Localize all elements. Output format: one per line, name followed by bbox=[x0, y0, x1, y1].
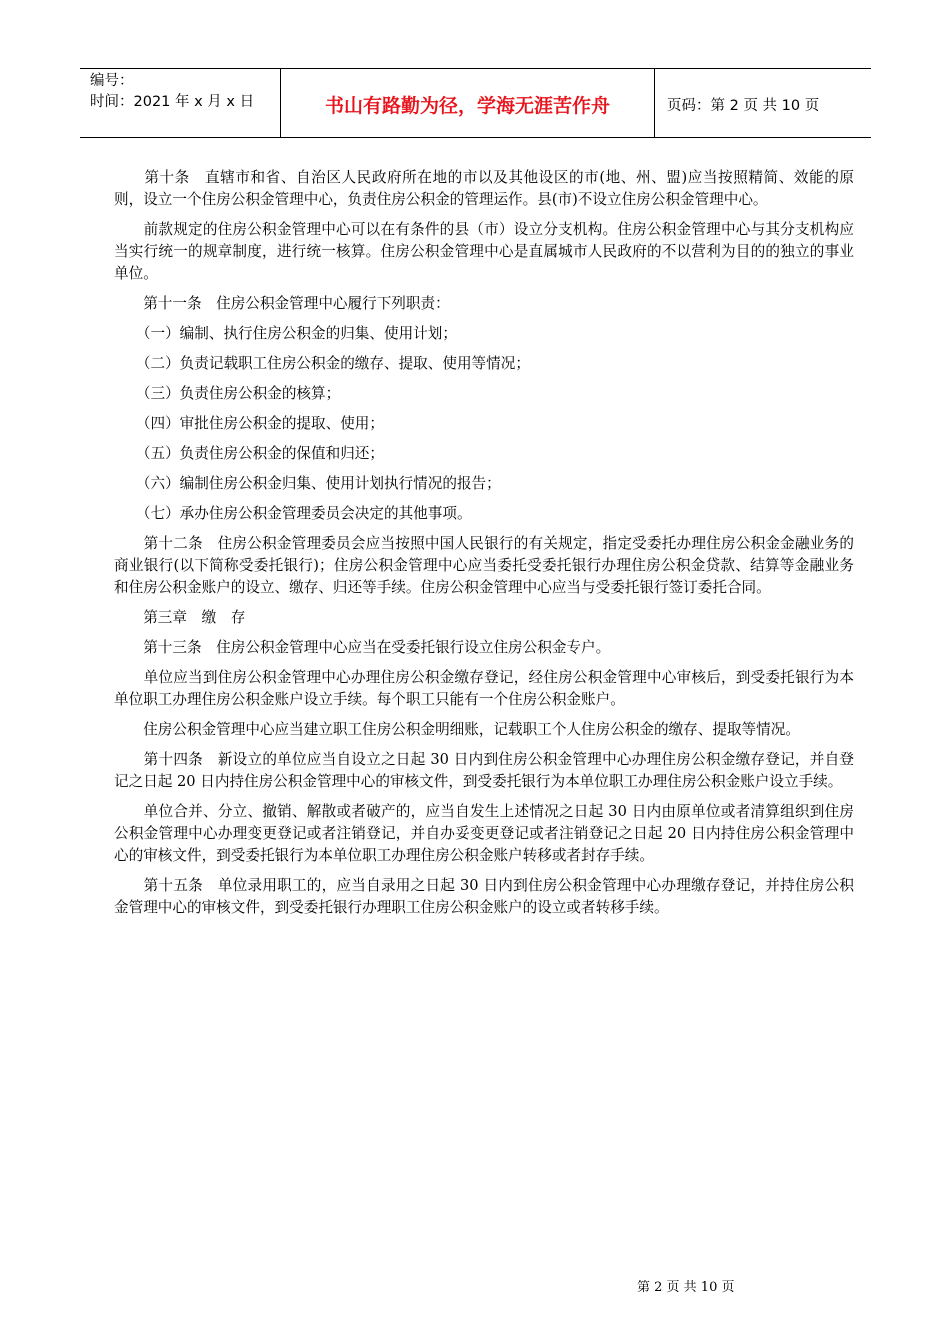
paragraph-article-13-2: 单位应当到住房公积金管理中心办理住房公积金缴存登记，经住房公积金管理中心审核后，到受委托银行为本单位职工办理住房公积金账户设立手续。每个职工只能有一个住房公积金账户。 bbox=[114, 669, 854, 708]
document-date: 时间：2021 年 x 月 x 日 bbox=[90, 94, 255, 110]
paragraph-article-10-2: 前款规定的住房公积金管理中心可以在有条件的县（市）设立分支机构。住房公积金管理中心与其分支机构应当实行统一的规章制度，进行统一核算。住房公积金管理中心是直属城市人民政府的不以营利为目的的独立的事业单位。 bbox=[114, 221, 854, 282]
paragraph-article-10: 第十条 直辖市和省、自治区人民政府所在地的市以及其他设区的市(地、州、盟)应当按照精简、效能的原则，设立一个住房公积金管理中心，负责住房公积金的管理运作。县(市)不设立住房公积金管理中心。 bbox=[114, 169, 854, 208]
header-motto: 书山有路勤为径，学海无涯苦作舟 bbox=[281, 69, 655, 137]
document-number-label: 编号： bbox=[90, 73, 134, 89]
paragraph-article-15: 第十五条 单位录用职工的，应当自录用之日起 30 日内到住房公积金管理中心办理缴存登记，并持住房公积金管理中心的审核文件，到受委托银行办理职工住房公积金账户的设立或者转移手续。 bbox=[114, 877, 854, 916]
list-item-duty-5: （五）负责住房公积金的保值和归还； bbox=[114, 445, 384, 462]
header-meta bbox=[80, 69, 281, 137]
list-item-duty-6: （六）编制住房公积金归集、使用计划执行情况的报告； bbox=[114, 475, 501, 492]
paragraph-article-13-3: 住房公积金管理中心应当建立职工住房公积金明细账，记载职工个人住房公积金的缴存、提取等情况。 bbox=[114, 721, 800, 738]
list-item-duty-3: （三）负责住房公积金的核算； bbox=[114, 385, 341, 402]
list-item-duty-4: （四）审批住房公积金的提取、使用； bbox=[114, 415, 384, 432]
paragraph-article-13: 第十三条 住房公积金管理中心应当在受委托银行设立住房公积金专户。 bbox=[114, 639, 611, 656]
page-header bbox=[80, 68, 871, 138]
paragraph-article-11: 第十一条 住房公积金管理中心履行下列职责： bbox=[114, 295, 450, 312]
paragraph-article-14: 第十四条 新设立的单位应当自设立之日起 30 日内到住房公积金管理中心办理住房公积金缴存登记，并自登记之日起 20 日内持住房公积金管理中心的审核文件，到受委托银行为本单位职工办理住房公积金账户设立手续。 bbox=[114, 751, 854, 790]
header-page-info: 页码：第 2 页 共 10 页 bbox=[667, 97, 820, 114]
list-item-duty-7: （七）承办住房公积金管理委员会决定的其他事项。 bbox=[114, 505, 472, 522]
list-item-duty-1: （一）编制、执行住房公积金的归集、使用计划； bbox=[114, 325, 457, 342]
document-body bbox=[114, 167, 854, 919]
page-footer: 第 2 页 共 10 页 bbox=[637, 1280, 735, 1295]
chapter-heading: 第三章 缴 存 bbox=[114, 609, 246, 626]
paragraph-article-14-2: 单位合并、分立、撤销、解散或者破产的，应当自发生上述情况之日起 30 日内由原单位或者清算组织到住房公积金管理中心办理变更登记或者注销登记，并自办妥变更登记或者注销登记之日起 20 日内持住房公积金管理中心的审核文件，到受委托银行为本单位职工办理住房公积金账户转移或者封存手续。 bbox=[114, 803, 854, 864]
list-item-duty-2: （二）负责记载职工住房公积金的缴存、提取、使用等情况； bbox=[114, 355, 530, 372]
paragraph-article-12: 第十二条 住房公积金管理委员会应当按照中国人民银行的有关规定，指定受委托办理住房公积金金融业务的商业银行(以下简称受委托银行)；住房公积金管理中心应当委托受委托银行办理住房公积金贷款、结算等金融业务和住房公积金账户的设立、缴存、归还等手续。住房公积金管理中心应当与受委托银行签订委托合同。 bbox=[114, 535, 854, 596]
